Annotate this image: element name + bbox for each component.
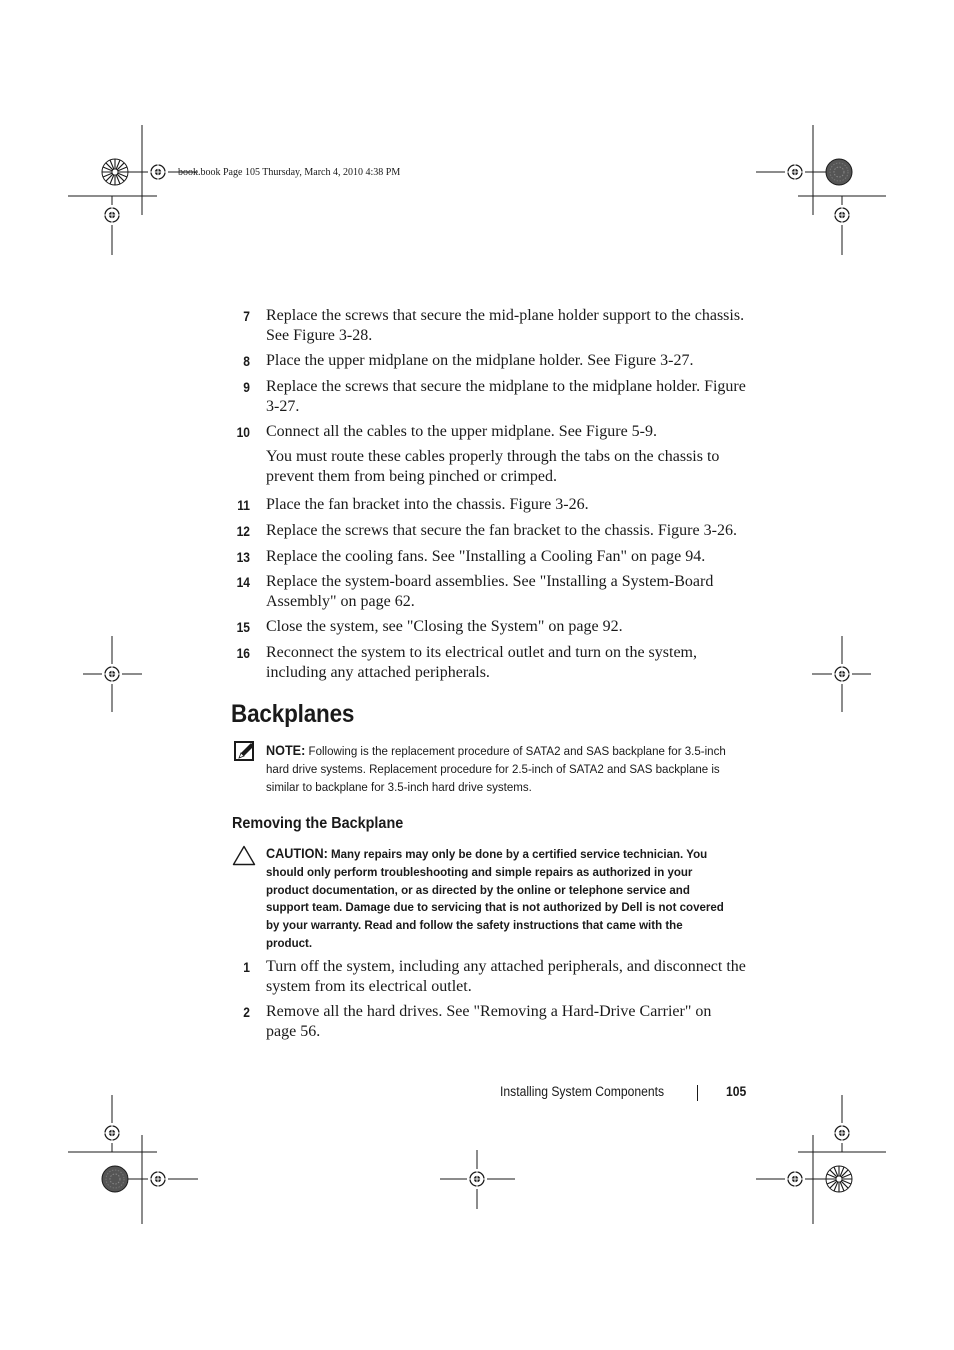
caution-body	[266, 845, 731, 953]
step-number: 16	[236, 645, 250, 661]
step-number: 10	[236, 424, 250, 440]
step-number: 9	[243, 379, 250, 395]
step-text: Connect all the cables to the upper midplane. See Figure 5-9.	[266, 423, 657, 440]
note-block	[266, 742, 746, 796]
step-text: Remove all the hard drives. See "Removing a Hard-Drive Carrier" on page 56.	[266, 1003, 712, 1040]
note-text: Following is the replacement procedure of SATA2 and SAS backplane for 3.5-inch hard drive systems. Replacement procedure for 2.5-inch of SATA2 and SAS backplane is similar to backplane for 3.5-inch hard drive systems.	[266, 744, 726, 794]
step-text: Place the upper midplane on the midplane holder. See Figure 3-27.	[266, 352, 694, 369]
footer-chapter: Installing System Components	[500, 1084, 665, 1099]
note-label: NOTE:	[266, 743, 306, 758]
step-text: Replace the screws that secure the midplane to the midplane holder. Figure 3-27.	[266, 378, 746, 415]
step-text: Replace the screws that secure the mid-plane holder support to the chassis. See Figure 3-28.	[266, 307, 745, 344]
print-slug: book.book Page 105 Thursday, March 4, 2010 4:38 PM	[178, 167, 401, 178]
step-number: 13	[236, 549, 250, 565]
note-body	[266, 742, 731, 796]
step-text: Replace the screws that secure the fan bracket to the chassis. Figure 3-26.	[266, 522, 737, 539]
caution-block	[266, 845, 746, 953]
step-text: Turn off the system, including any attached peripherals, and disconnect the system from its electrical outlet.	[266, 958, 746, 995]
footer-divider	[697, 1085, 698, 1101]
step-number: 1	[243, 959, 250, 975]
step-number: 7	[243, 308, 250, 324]
step-number: 14	[236, 574, 250, 590]
pencil-note-icon	[234, 741, 256, 763]
step-text: Reconnect the system to its electrical outlet and turn on the system, including any attached peripherals.	[266, 644, 697, 681]
step-text: Replace the cooling fans. See "Installing a Cooling Fan" on page 94.	[266, 548, 706, 565]
step-number: 12	[236, 523, 250, 539]
step-number: 15	[236, 619, 250, 635]
step-text: Close the system, see "Closing the System" on page 92.	[266, 618, 623, 635]
step-text: Place the fan bracket into the chassis. Figure 3-26.	[266, 496, 589, 513]
subsection-title: Removing the Backplane	[232, 815, 404, 832]
caution-label: CAUTION:	[266, 846, 328, 861]
caution-triangle-icon	[232, 845, 256, 866]
section-title: Backplanes	[231, 700, 355, 728]
step-number: 11	[237, 497, 250, 513]
page-number: 105	[726, 1084, 747, 1099]
step-number: 2	[243, 1004, 250, 1020]
step-number: 8	[243, 353, 250, 369]
step-10-note: You must route these cables properly through the tabs on the chassis to prevent them from being pinched or crimped.	[266, 448, 720, 485]
caution-text: Many repairs may only be done by a certified service technician. You should only perform troubleshooting and simple repairs as authorized in your product documentation, or as directed by the online or telephone service and support team. Damage due to servicing that is not authorized by Dell is not covered by your warranty. Read and follow the safety instructions that came with the product.	[266, 847, 724, 950]
step-text: Replace the system-board assemblies. See "Installing a System-Board Assembly" on page 62.	[266, 573, 714, 610]
